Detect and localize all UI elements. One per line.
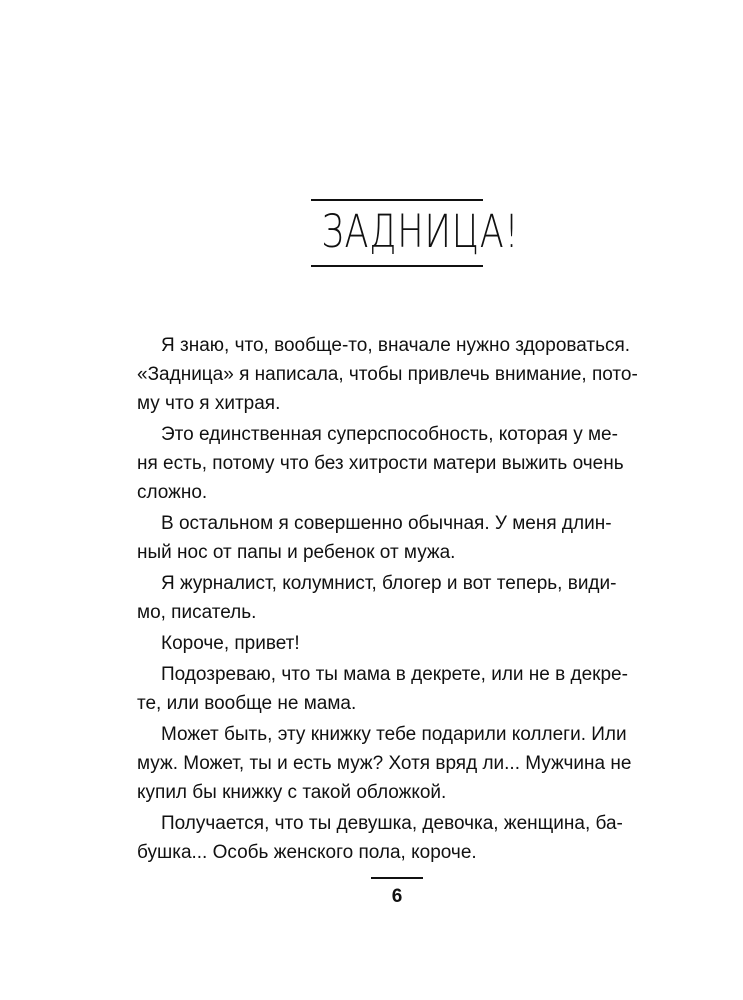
- text-line: сложно.: [137, 482, 208, 503]
- text-line: купил бы книжку с такой обложкой.: [137, 782, 447, 803]
- paragraph: [137, 629, 657, 658]
- text-line: Получается, что ты девушка, девочка, женщина, ба-: [161, 813, 623, 834]
- paragraph: [137, 420, 657, 507]
- text-line: Подозреваю, что ты мама в декрете, или не в декре-: [161, 664, 628, 685]
- text-line: мо, писатель.: [137, 602, 257, 623]
- text-line: Это единственная суперспособность, которая у ме-: [161, 424, 618, 445]
- paragraph: [137, 509, 657, 567]
- heading-top-rule: [311, 199, 483, 201]
- text-line: ня есть, потому что без хитрости матери выжить очень: [137, 453, 624, 474]
- text-line: Я знаю, что, вообще-то, вначале нужно здороваться.: [161, 335, 631, 356]
- text-line: ный нос от папы и ребенок от мужа.: [137, 542, 456, 563]
- text-line: муж. Может, ты и есть муж? Хотя вряд ли... Мужчина не: [137, 753, 632, 774]
- text-line: В остальном я совершенно обычная. У меня длин-: [161, 513, 612, 534]
- paragraph: [137, 569, 657, 627]
- text-line: Может быть, эту книжку тебе подарили коллеги. Или: [161, 724, 627, 745]
- body-text: [137, 331, 657, 869]
- paragraph: [137, 331, 657, 418]
- heading-bottom-rule: [311, 265, 483, 267]
- paragraph: [137, 809, 657, 867]
- text-line: Короче, привет!: [161, 633, 300, 654]
- text-line: му что я хитрая.: [137, 393, 281, 414]
- paragraph: [137, 720, 657, 807]
- text-line: Я журналист, колумнист, блогер и вот теперь, види-: [161, 573, 617, 594]
- page-number-rule: [371, 877, 423, 879]
- text-line: те, или вообще не мама.: [137, 693, 357, 714]
- text-line: бушка... Особь женского пола, короче.: [137, 842, 477, 863]
- paragraph: [137, 660, 657, 718]
- page-number: 6: [391, 886, 403, 907]
- text-line: «Задница» я написала, чтобы привлечь внимание, пото-: [137, 364, 638, 385]
- chapter-heading: ЗАДНИЦА!: [321, 205, 520, 258]
